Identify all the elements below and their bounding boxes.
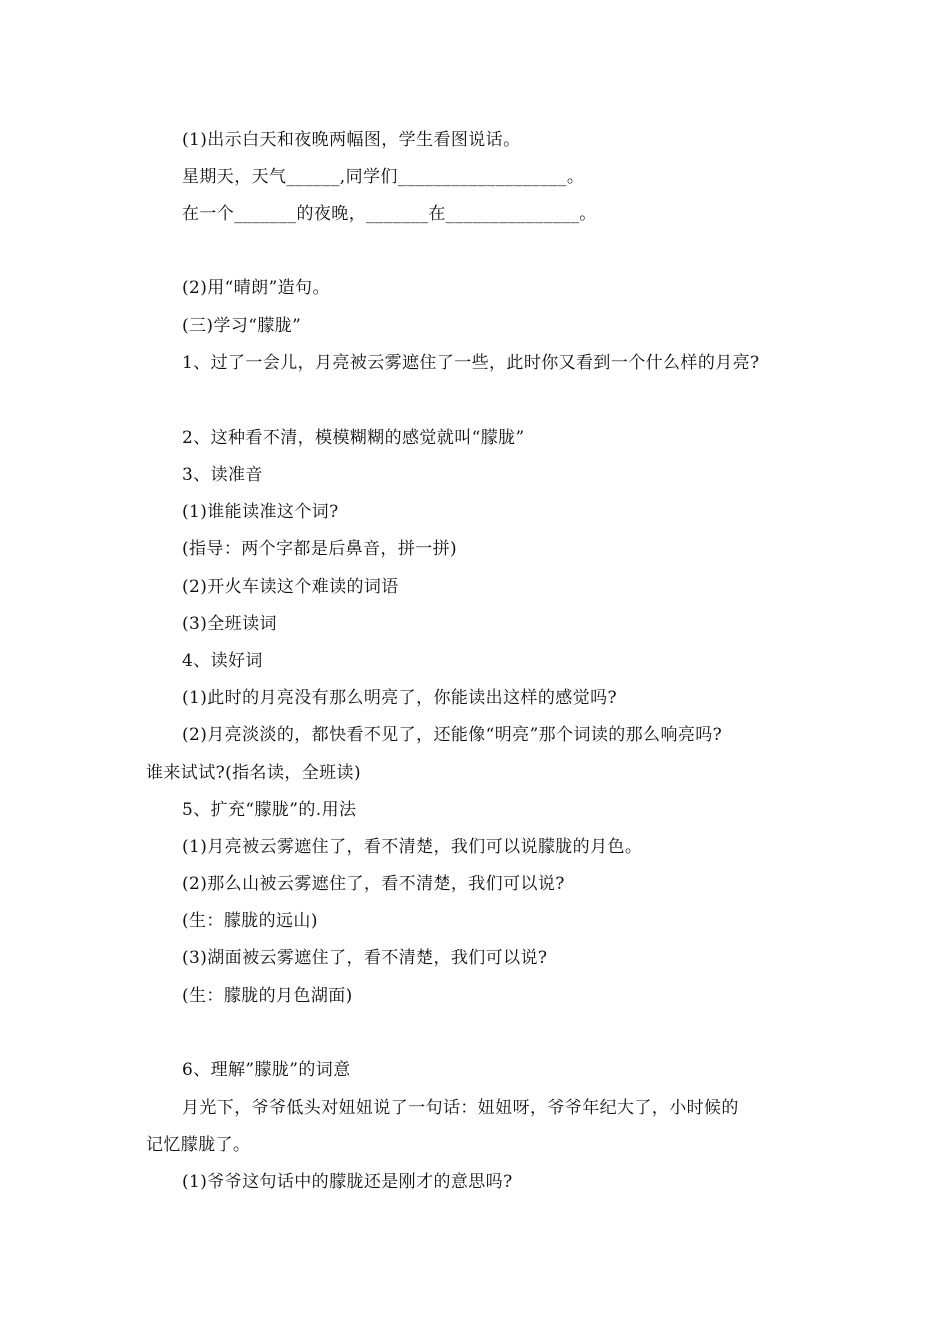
text-line: (1)此时的月亮没有那么明亮了，你能读出这样的感觉吗? [182,688,617,708]
text-line: 月光下，爷爷低头对妞妞说了一句话：妞妞呀，爷爷年纪大了，小时候的 [182,1098,739,1118]
text-line: (1)月亮被云雾遮住了，看不清楚，我们可以说朦胧的月色。 [182,837,643,857]
text-line: (1)出示白天和夜晚两幅图，学生看图说话。 [182,130,521,150]
text-line: (3)湖面被云雾遮住了，看不清楚，我们可以说? [182,948,548,968]
text-line: (2)月亮淡淡的，都快看不见了，还能像“明亮”那个词读的那么响亮吗? [182,725,723,745]
text-line: 2、这种看不清，模模糊糊的感觉就叫“朦胧” [182,428,525,448]
text-line: 3、读准音 [182,465,263,485]
text-line: 在一个_______的夜晚，_______在_______________。 [182,204,597,224]
text-line: (2)开火车读这个难读的词语 [182,577,399,597]
text-line: (指导：两个字都是后鼻音，拼一拼) [182,539,458,559]
text-line: 谁来试试?(指名读，全班读) [146,763,361,783]
text-line: 星期天，天气______,同学们___________________。 [182,167,585,187]
text-line: (1)爷爷这句话中的朦胧还是刚才的意思吗? [182,1172,513,1192]
text-line: (生：朦胧的远山) [182,911,318,931]
text-line: 记忆朦胧了。 [146,1135,251,1155]
text-line: 4、读好词 [182,651,263,671]
text-line: (2)用“晴朗”造句。 [182,278,330,298]
text-line: 5、扩充“朦胧”的.用法 [182,800,357,820]
text-line: (1)谁能读准这个词? [182,502,339,522]
text-line: (生：朦胧的月色湖面) [182,986,353,1006]
text-line: (三)学习“朦胧” [182,316,302,336]
text-line: (2)那么山被云雾遮住了，看不清楚，我们可以说? [182,874,565,894]
text-line: 1、过了一会儿，月亮被云雾遮住了一些，此时你又看到一个什么样的月亮? [182,353,760,373]
text-line: (3)全班读词 [182,614,277,634]
text-line: 6、理解”朦胧”的词意 [182,1060,351,1080]
